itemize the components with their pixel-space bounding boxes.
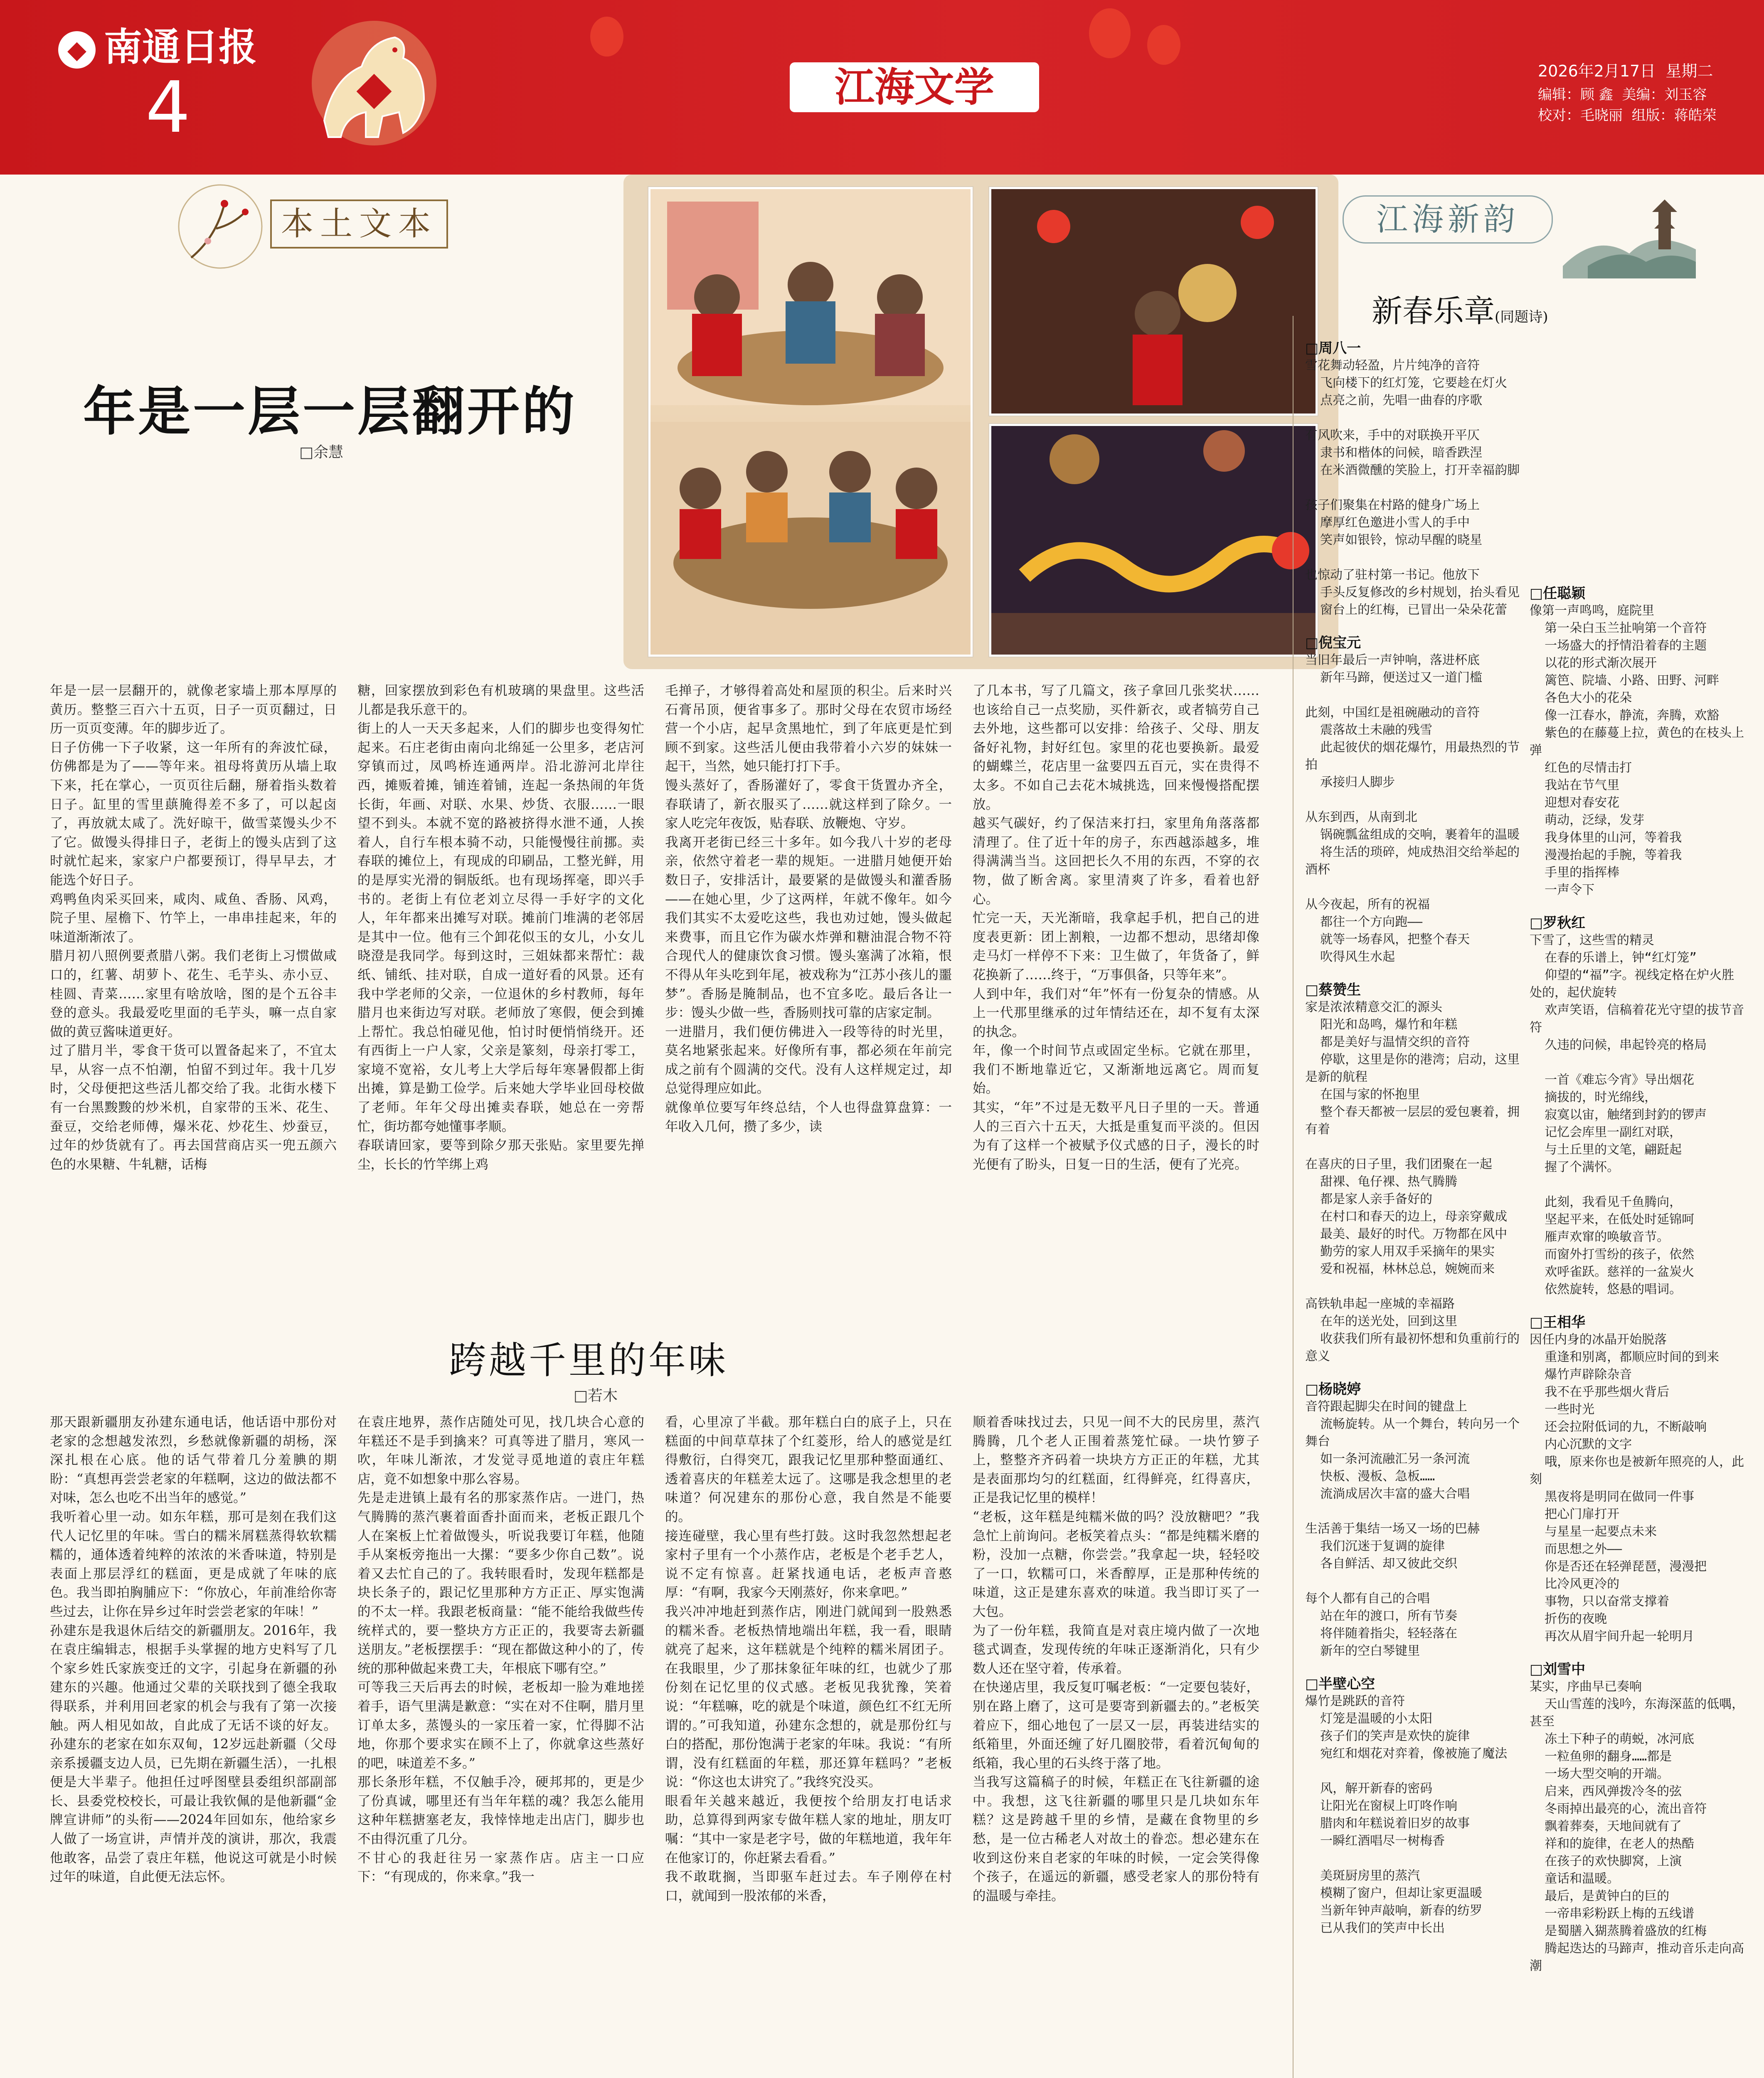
- landscape-pagoda-icon: [1563, 183, 1696, 278]
- poet-name: □蔡赞生: [1305, 982, 1361, 998]
- family-dumplings-illustration: [648, 187, 973, 657]
- poem-text: 下雪了，这些雪的精灵 在春的乐谱上，钟“红灯笼” 仰望的“福”字。视线定格在炉火胜处的，起伏旋转 欢声笑语，信稿着花光守望的拔节音符 久违的问候，串起铃亮的格局 一首《难忘今宵》导出烟花 摘拔的，时光绵线， 寂寞以宙，触绪到封釣的锣声 记忆会库里一副红对联， 与土丘里的文笔，翩跹起 握了个满怀。 此刻，我看见千鱼腾向， 坚起平来，在低处时延锦呵 雁声欢窜的唤敏音节。 而窗外打雪纷的孩子，依然 欢呼雀跃。慈祥的一盆炭火 依然旋转，悠悬的唱词。: [1530, 933, 1744, 1297]
- poem-group-title: 新春乐章(同题诗): [1372, 293, 1548, 329]
- poem-block: [1530, 582, 1746, 899]
- column-label: 江海新韵: [1376, 201, 1519, 238]
- poet-name: □任聪颖: [1530, 585, 1586, 602]
- poem-block: [1305, 337, 1521, 619]
- horse-papercut-icon: [299, 17, 449, 154]
- article1-column: 了几本书，写了几篇文，孩子拿回几张奖状……也该给自己一点奖励，买件新衣，或者犒劳自己去外地，这些都可以安排：给孩子、父母、朋友备好礼物，封好红包。家里的花也要换新。最爱的蝴蝶兰，花店里一盆要四五百元，实在贵得不太多。不如自己去花木城挑选，回来慢慢搭配摆放。 越买气碳好，约了保洁来打扫，家里角角落落都清理了。住了近十年的房子，东西越添越多，堆得满满当当。这回把长久不用的东西，不穿的衣物，做了断舍离。家里清爽了许多，看着也舒心。 忙完一天，天光渐暗，我拿起手机，把自己的进度表更新：团上割粮，一边都不想动，思绪却像走马灯一样停不下来：卫生做了，年货备了，鲜花换新了……终于，“万事俱备，只等年来”。 人到中年，我们对“年”怀有一份复杂的情感。从上一代那里继承的过年情结还在，却不复有太深的执念。 年，像一个时间节点或固定坐标。它就在那里，我们不断地靠近它，又渐渐地远离它。周而复始。 其实，“年”不过是无数平凡日子里的一天。普通人的三百六十五天，大抵是重复而平淡的。但因为有了这样一个被赋予仪式感的日子，漫长的时光便有了盼头，日复一日的生活，便有了光亮。: [973, 683, 1259, 1172]
- lantern-icon: [590, 17, 623, 57]
- article-title: 年是一层一层翻开的: [83, 381, 577, 442]
- poet-name: □倪宝元: [1305, 635, 1361, 651]
- article-title: 跨越千里的年味: [449, 1339, 728, 1382]
- poem-text: 某实，序曲早已奏响 天山雪莲的浅吟，东海深蓝的低喁，甚至 冻土下种子的萌蜕，冰河底 一粒鱼卵的翻身……都是 一场大型交响的开端。 启来，西风弹拨冷冬的弦 冬雨掉出最亮的心，流出音符 飘着葬奏，天地间就有了 祥和的旋律，在老人的热酷 在孩子的欢快脚窝，上演 童话和温暖。 最后，是黄钟白的巨的 一帝串彩粉跃上梅的五线谱 是蜀膳入猢蒸腾着盛放的红梅 腾起迭达的马蹄声，推动音乐走向高潮: [1530, 1679, 1744, 1973]
- poem-text: 像第一声鸣鸣，庭院里 第一朵白玉兰扯响第一个音符 一场盛大的抒情沿着春的主题 以花的形式渐次展开 篱笆、院墙、小路、田野、河畔 各色大小的花朵 像一江春水，静流，奔腾，欢豁 紫色的在藤蔓上拉，黄色的在枝头上弹 红色的尽情击打 我站在节气里 迎想对春安花 萌动，泛绿，发芽 我身体里的山河，等着我 漫漫抬起的手腕，等着我 手里的指挥棒 一声令下: [1530, 603, 1744, 897]
- poem-block: [1530, 911, 1746, 1298]
- byline: □若木: [574, 1387, 618, 1404]
- poem-block: [1305, 978, 1521, 1365]
- poem-text: 音符跟起脚尖在时间的键盘上 流畅旋转。从一个舞台，转向另一个舞台 如一条河流融汇另一条河流 快板、漫板、急板…… 流淌成居次丰富的盛大合唱 生活善于集结一场又一场的巴赫 我们沉迷于复调的旋律 各自鲜活、却又彼此交织 每个人都有自己的合唱 站在年的渡口，所有节奏 将伴随着指尖，轻轻落在 新年的空白琴键里: [1305, 1399, 1520, 1658]
- page-number: 4: [145, 66, 191, 149]
- byline: □余慧: [299, 444, 344, 461]
- poem-text: 雪花舞动轻盈，片片纯净的音符 飞向楼下的红灯笼，它要趁在灯火 点亮之前，先唱一曲春的序歌 有风吹来，手中的对联换开平仄 隶书和楷体的问候，暗香跌涅 在米酒微醺的笑脸上，打开幸福韵脚 孩子们聚集在村路的健身广场上 摩厚红色邀进小雪人的手中 笑声如银铃，惊动早醒的晓星 也惊动了驻村第一书记。他放下 手头反复修改的乡村规划，抬头看见 窗台上的红梅，已冒出一朵朵花蕾: [1305, 358, 1520, 617]
- poem-text: 家是浓浓精意交汇的源头 阳光和岛鸣，爆竹和年糕 都是美好与温情交织的音符 停歇，这里是你的港湾；启动，这里是新的航程 在国与家的怀抱里 整个春天都被一层层的爱包裹着，拥有着 在喜庆的日子里，我们团聚在一起 甜裸、龟仔裸、热气腾腾 都是家人亲手备好的 在村口和春天的边上，母亲穿戴成 最美、最好的时代。万物都在风中 勤劳的家人用双手采摘年的果实 爱和祝福，林林总总，婉婉而来 高铁轨串起一座城的幸福路 在年的送光处，回到这里 收获我们所有最初怀想和负重前行的意义: [1305, 1000, 1520, 1364]
- lantern-icon: [1089, 8, 1131, 58]
- poet-name: □王相华: [1530, 1314, 1586, 1331]
- article1-column: 年是一层一层翻开的，就像老家墙上那本厚厚的黄历。整整三百六十五页，日子一页页翻过，日历一页页变薄。年的脚步近了。 日子仿佛一下子收紧，这一年所有的奔波忙碌，仿佛都是为了——等年来。祖母将黄历从墙上取下来，托在掌心，一页页往后翻，掰着指头数着日子。缸里的雪里蕻腌得差不多了，可以起卤了，再放就太咸了。洗好晾干，做雪菜馒头少不了它。做馒头得排日子，老街上的馒头店到了这时就忙起来，家家户户都要预订，得早早去，才能选个好日子。 鸡鸭鱼肉采买回来，咸肉、咸鱼、香肠、风鸡，院子里、屋檐下、竹竿上，一串串挂起来，年的味道渐渐浓了。 腊月初八照例要煮腊八粥。我们老街上习惯做咸口的，红薯、胡萝卜、花生、毛芋头、赤小豆、桂圆、青菜……家里有啥放啥，图的是个五谷丰登的意头。我最爱吃里面的毛芋头，嘛一点自家做的黄豆酱味道更好。 过了腊月半，零食干货可以置备起来了，不宜太早，从容一点不怕潮，怕留不到过年。我十几岁时，父母便把这些活儿都交给了我。北街水楼下有一台黑黢黢的炒米机，自家带的玉米、花生、蚕豆，交给老师傅，爆米花、炒花生、炒蚕豆，过年的炒货就有了。再去国营商店买一兜五颜六色的水果糖、牛轧糖，话梅: [50, 683, 337, 1172]
- poems-column-b: [1530, 582, 1746, 2078]
- article2-column: 看，心里凉了半截。那年糕白白的底子上，只在糕面的中间草草抹了个红菱形，给人的感觉是红得敷衍，白得突兀，跟我记忆里那种整面通红、透着喜庆的年糕差太远了。这哪是我念想里的老味道？何况建东的那份心意，我自然是不能要的。 接连碰壁，我心里有些打鼓。这时我忽然想起老家村子里有一个小蒸作店，老板是个老手艺人，说不定有惊喜。赶紧找通电话，老板声音憨厚：“有啊，我家今天刚蒸好，你来拿吧。” 我兴冲冲地赶到蒸作店，刚进门就闻到一股熟悉的糯米香。老板热情地端出年糕，我一看，眼睛就亮了起来，这年糕就是个纯粹的糯米屑团子。在我眼里，少了那抹象征年味的红，也就少了那份刻在记忆里的仪式感。老板见我犹豫，笑着说：“年糕嘛，吃的就是个味道，颜色红不红无所谓的。”可我知道，孙建东念想的，就是那份红与白的搭配，那份饱满于老家的年味。我说：“有所谓，没有红糕面的年糕，那还算年糕吗？”老板说：“你这也太讲究了。”我终究没买。 眼看年关越来越近，我便按个给朋友打电话求助，总算得到两家专做年糕人家的地址，朋友叮嘱：“其中一家是老字号，做的年糕地道，我年年在他家订的，你赶紧去看看。” 我不敢耽搁，当即驱车赶过去。车子刚停在村口，就闻到一股浓郁的米香，: [665, 1415, 952, 1903]
- sparkler-child-illustration: [989, 187, 1318, 416]
- article1-column: 毛掸子，才够得着高处和屋顶的积尘。后来时兴石膏吊顶，便省事多了。那时父母在农贸市场经营一个小店，起早贪黑地忙，到了年底更是忙到顾不到家。这些活儿便由我带着小六岁的妹妹一起干，当然，她只能打打下手。 馒头蒸好了，香肠灌好了，零食干货置办齐全，春联请了，新衣服买了……就这样到了除夕。一家人吃完年夜饭，贴春联、放鞭炮、守岁。 我离开老街已经三十多年。如今我八十岁的老母亲，依然守着老一辈的规矩。一进腊月她便开始数日子，安排活计，最要紧的是做馒头和灌香肠——在她心里，少了这两样，年就不像年。如今我们其实不太爱吃这些，我也劝过她，馒头做起来费事，而且它作为碳水炸弹和糖油混合物不符合现代人的健康饮食习惯。馒头塞满了冰箱，恨不得从年头吃到年尾，被戏称为“江苏小孩儿的噩梦”。香肠是腌制品，也不宜多吃。最后各让一步：馒头少做一些，香肠则找可靠的店家定制。 一进腊月，我们便仿佛进入一段等待的时光里，莫名地紧张起来。好像所有事，都必须在年前完成之前有个圆满的交代。没有人这样规定过，却总觉得理应如此。 就像单位要写年终总结，个人也得盘算盘算：一年收入几何，攒了多少，读: [665, 683, 952, 1134]
- poem-block: [1305, 1672, 1521, 1937]
- column-label-frame: [1343, 195, 1553, 244]
- sparkler-scene-icon: [991, 189, 1316, 414]
- poems-column-a: [1305, 337, 1521, 2078]
- column-label: 本土文本: [270, 199, 448, 249]
- article2-column: 在袁庄地界，蒸作店随处可见，找几块合心意的年糕还不是手到擒来？可真等进了腊月，寒风一吹，年味儿渐浓，才发觉寻觅地道的袁庄年糕店，竟不如想象中那么容易。 先是走进镇上最有名的那家蒸作店。一进门，热气腾腾的蒸汽裹着面香扑面而来，老板正跟几个人在案板上忙着做馒头，听说我要订年糕，他随手从案板旁拖出一大摞：“要多少你自己数”。说着又去忙自己的了。我转眼看时，发现年糕都是块长条子的，跟记忆里那种方方正正、厚实饱满的不太一样。我跟老板商量：“能不能给我做些传统样式的，要一整块方方正正的，我要寄去新疆送朋友。”老板摆摆手：“现在都做这种小的了，传统的那种做起来费工夫，年根底下哪有空。” 可等我三天后再去的时候，老板却一脸为难地搓着手，语气里满是歉意：“实在对不住啊，腊月里订单太多，蒸馒头的一家压着一家，忙得脚不沾地，你那个要求实在顾不上了，你就拿这些蒸好的吧，味道差不多。” 那长条形年糕，不仅触手冷，硬邦邦的，更是少了份真诚，哪里还有当年年糕的魂？我怎么能用这种年糕搪塞老友，我悻悻地走出店门，脚步也不由得沉重了几分。 不甘心的我赶往另一家蒸作店。店主一口应下：“有现成的，你来拿。”我一: [357, 1415, 644, 1885]
- poem-text: 当旧年最后一声钟响，落进杯底 新年马蹄，便送过又一道门槛 此刻，中国红是祖碗融动的音符 震落故土未融的残雪 此起彼伏的烟花爆竹，用最热烈的节拍 承接归人脚步 从东到西，从南到北 锅碗瓢盆组成的交响，裹着年的温暖 将生活的琐碎，炖成热泪交给举起的酒杯 从今夜起，所有的祝福 都往一个方向跑—— 就等一场春风，把整个春天 吹得风生水起: [1305, 653, 1520, 964]
- poem-block: [1530, 1311, 1746, 1645]
- poem-text: 因任内身的冰晶开始脱落 重逢和别离，都顺应时间的到来 爆竹声辟除杂音 我不在乎那些烟火背后 一些时光 还会拉附低词的九，不断敲响 内心沉默的文字 哦，原来你也是被新年照亮的人，此刻 黑夜将是明同在做同一件事 把心门扉打开 与星星一起要点未来 而思想之外—— 你是否还在轻弹琵琶，漫漫把 比冷风更冷的 事物，只以奋常支撑着 折伤的夜晚 再次从眉宇间升起一轮明月: [1530, 1332, 1744, 1644]
- lantern-icon: [1147, 25, 1180, 65]
- masthead: [0, 0, 1764, 175]
- dragon-dance-icon: [991, 426, 1316, 655]
- article2-column: 顺着香味找过去，只见一间不大的民房里，蒸汽腾腾，几个老人正围着蒸笼忙碌。一块竹箩子上，整整齐齐码着一块块方方正正的年糕，尤其是表面那均匀的红糕面，红得鲜亮，红得喜庆，正是我记忆里的模样！ “老板，这年糕是纯糯米做的吗？没放糖吧？”我急忙上前询问。老板笑着点头：“都是纯糯米磨的粉，没加一点糖，你尝尝。”我拿起一块，轻轻咬了一口，软糯可口，米香醇厚，正是那种传统的味道，这正是建东喜欢的味道。我当即订买了一大包。 为了一份年糕，我简直是对袁庄境内做了一次地毯式调查，发现传统的年味正逐渐消化，只有少数人还在坚守着，传承着。 在快递店里，我反复叮嘱老板：“一定要包装好，别在路上磨了，这可是要寄到新疆去的。”老板笑着应下，细心地包了一层又一层，再装进结实的纸箱里，外面还缠了好几圈胶带，看着沉甸甸的纸箱，我心里的石头终于落了地。 当我写这篇稿子的时候，年糕正在飞往新疆的途中。我想，这飞往新疆的哪里只是几块如东年糕？这是跨越千里的乡情，是藏在食物里的乡愁，是一位古稀老人对故土的眷恋。想必建东在收到这份来自老家的年味的时候，一定会笑得像个孩子，在遥远的新疆，感受老家人的那份特有的温暖与牵挂。: [973, 1415, 1259, 1903]
- poem-block: [1305, 631, 1521, 966]
- proof-credit: 校对：毛晓丽 组版：蒋皓荣: [1538, 107, 1717, 124]
- issue-date: 2026年2月17日 星期二: [1538, 62, 1713, 80]
- illustration-book: [623, 175, 1338, 669]
- poet-name: □半壁心空: [1305, 1676, 1375, 1692]
- article1-column: 糖，回家摆放到彩色有机玻璃的果盘里。这些活儿都是我乐意干的。 街上的人一天天多起来，人们的脚步也变得匆忙起来。石庄老街由南向北绵延一公里多，老店河穿镇而过，凤鸣桥连通两岸。沿北游河北岸往西，摊贩着摊，铺连着铺，连起一条热闹的年货长街，年画、对联、水果、炒货、衣服……一眼望不到头。本就不宽的路被挤得水泄不通，人挨着人，自行车根本骑不动，只能慢慢往前挪。卖春联的摊位上，有现成的印刷品，工整光鲜，用的是厚实光滑的铜版纸。也有现场挥毫，即兴手书的。老街上有位老刘立尽得一手好字的文化人，年年都来出摊写对联。摊前门堆满的老邻居是其中一位。他有三个卸花似玉的女儿，小女儿晓澄是我同学。每到这时，三姐妹都来帮忙：裁纸、铺纸、挂对联，自成一道好看的风景。还有我中学老师的父亲，一位退休的乡村教师，每年腊月也来街边写对联。老师放了寒假，便会到摊上帮忙。我总怕碰见他，怕讨时便悄悄绕开。还有西街上一户人家，父亲是篆刻，母亲打零工，家境不宽裕，女儿考上大学后每年寒暑假都上街出摊，算是勤工俭学。后来她大学毕业回母校做了老师。年年父母出摊卖春联，她总在一旁帮忙，街坊都夸她懂事孝顺。 春联请回家，要等到除夕那天张贴。家里要先掸尘，长长的竹竿绑上鸡: [357, 683, 644, 1172]
- logo-emblem-icon: ◆: [58, 31, 96, 69]
- editor-credit: 编辑：顾 鑫 美编：刘玉容: [1538, 86, 1707, 103]
- poet-name: □刘雪中: [1530, 1661, 1586, 1678]
- family-scene-icon: [650, 189, 971, 655]
- poem-block: [1530, 1658, 1746, 1975]
- article2-column: 那天跟新疆朋友孙建东通电话，他话语中那份对老家的念想越发浓烈，乡愁就像新疆的胡杨，深深扎根在心底。他的话气带着几分羞腆的期盼：“真想再尝尝老家的年糕啊，这边的做法都不对味，怎么也吃不出当年的感觉。” 我听着心里一动。如东年糕，那可是刻在我们这代人记忆里的年味。雪白的糯米屑糕蒸得软软糯糯的，通体透着纯粹的浓浓的米香味道，特别是表面上那层浮红的糕面，更是成就了年味的底色。我当即拍胸脯应下：“你放心，年前准给你寄些过去，让你在异乡过年时尝尝老家的年味！” 孙建东是我退休后结交的新疆朋友。2016年，我在袁庄编辑志，根据手头掌握的地方史料写了几个家乡姓氏家族变迁的文字，引起身在新疆的孙建东的兴趣。他通过父辈的关联找到了德全我取得联系，并利用回老家的机会与我有了第一次接触。两人相见如故，自此成了无话不谈的好友。孙建东的老家在如东双甸，12岁远赴新疆（父母亲系援疆支边人员，已先期在新疆生活），一扎根便是大半辈子。他担任过呼图壁县委组织部副部长、县委党校校长，可最让我钦佩的是他新疆“金牌宣讲师”的头衔——2024年回如东，他给家乡人做了一场宣讲，声情并茂的演讲，那次，我震他敢客，品尝了袁庄年糕，他说这可就是小时候过年的味道，自此便无法忘怀。: [50, 1415, 337, 1885]
- poet-name: □杨晓婷: [1305, 1381, 1361, 1398]
- poet-name: □罗秋红: [1530, 915, 1586, 931]
- poem-text: 爆竹是跳跃的音符 灯笼是温暖的小太阳 孩子们的笑声是欢快的旋律 宛红和烟花对弈着，像被施了魔法 风，解开新春的密码 让阳光在窗棂上叮咚作响 腊肉和年糕说着旧岁的故事 一瞬红酒唱尽一树梅香 美斑厨房里的蒸汽 模糊了窗户，但却让家更温暖 当新年钟声敲响，新春的纺罗 已从我们的笑声中长出: [1305, 1694, 1508, 1935]
- newspaper-logo[interactable]: ◆ 南通日报: [58, 17, 274, 66]
- plum-branch-icon: [175, 179, 266, 274]
- dragon-dance-illustration: [989, 424, 1318, 657]
- poem-block: [1305, 1378, 1521, 1660]
- poet-name: □周八一: [1305, 340, 1361, 357]
- section-title: 江海文学: [790, 62, 1039, 112]
